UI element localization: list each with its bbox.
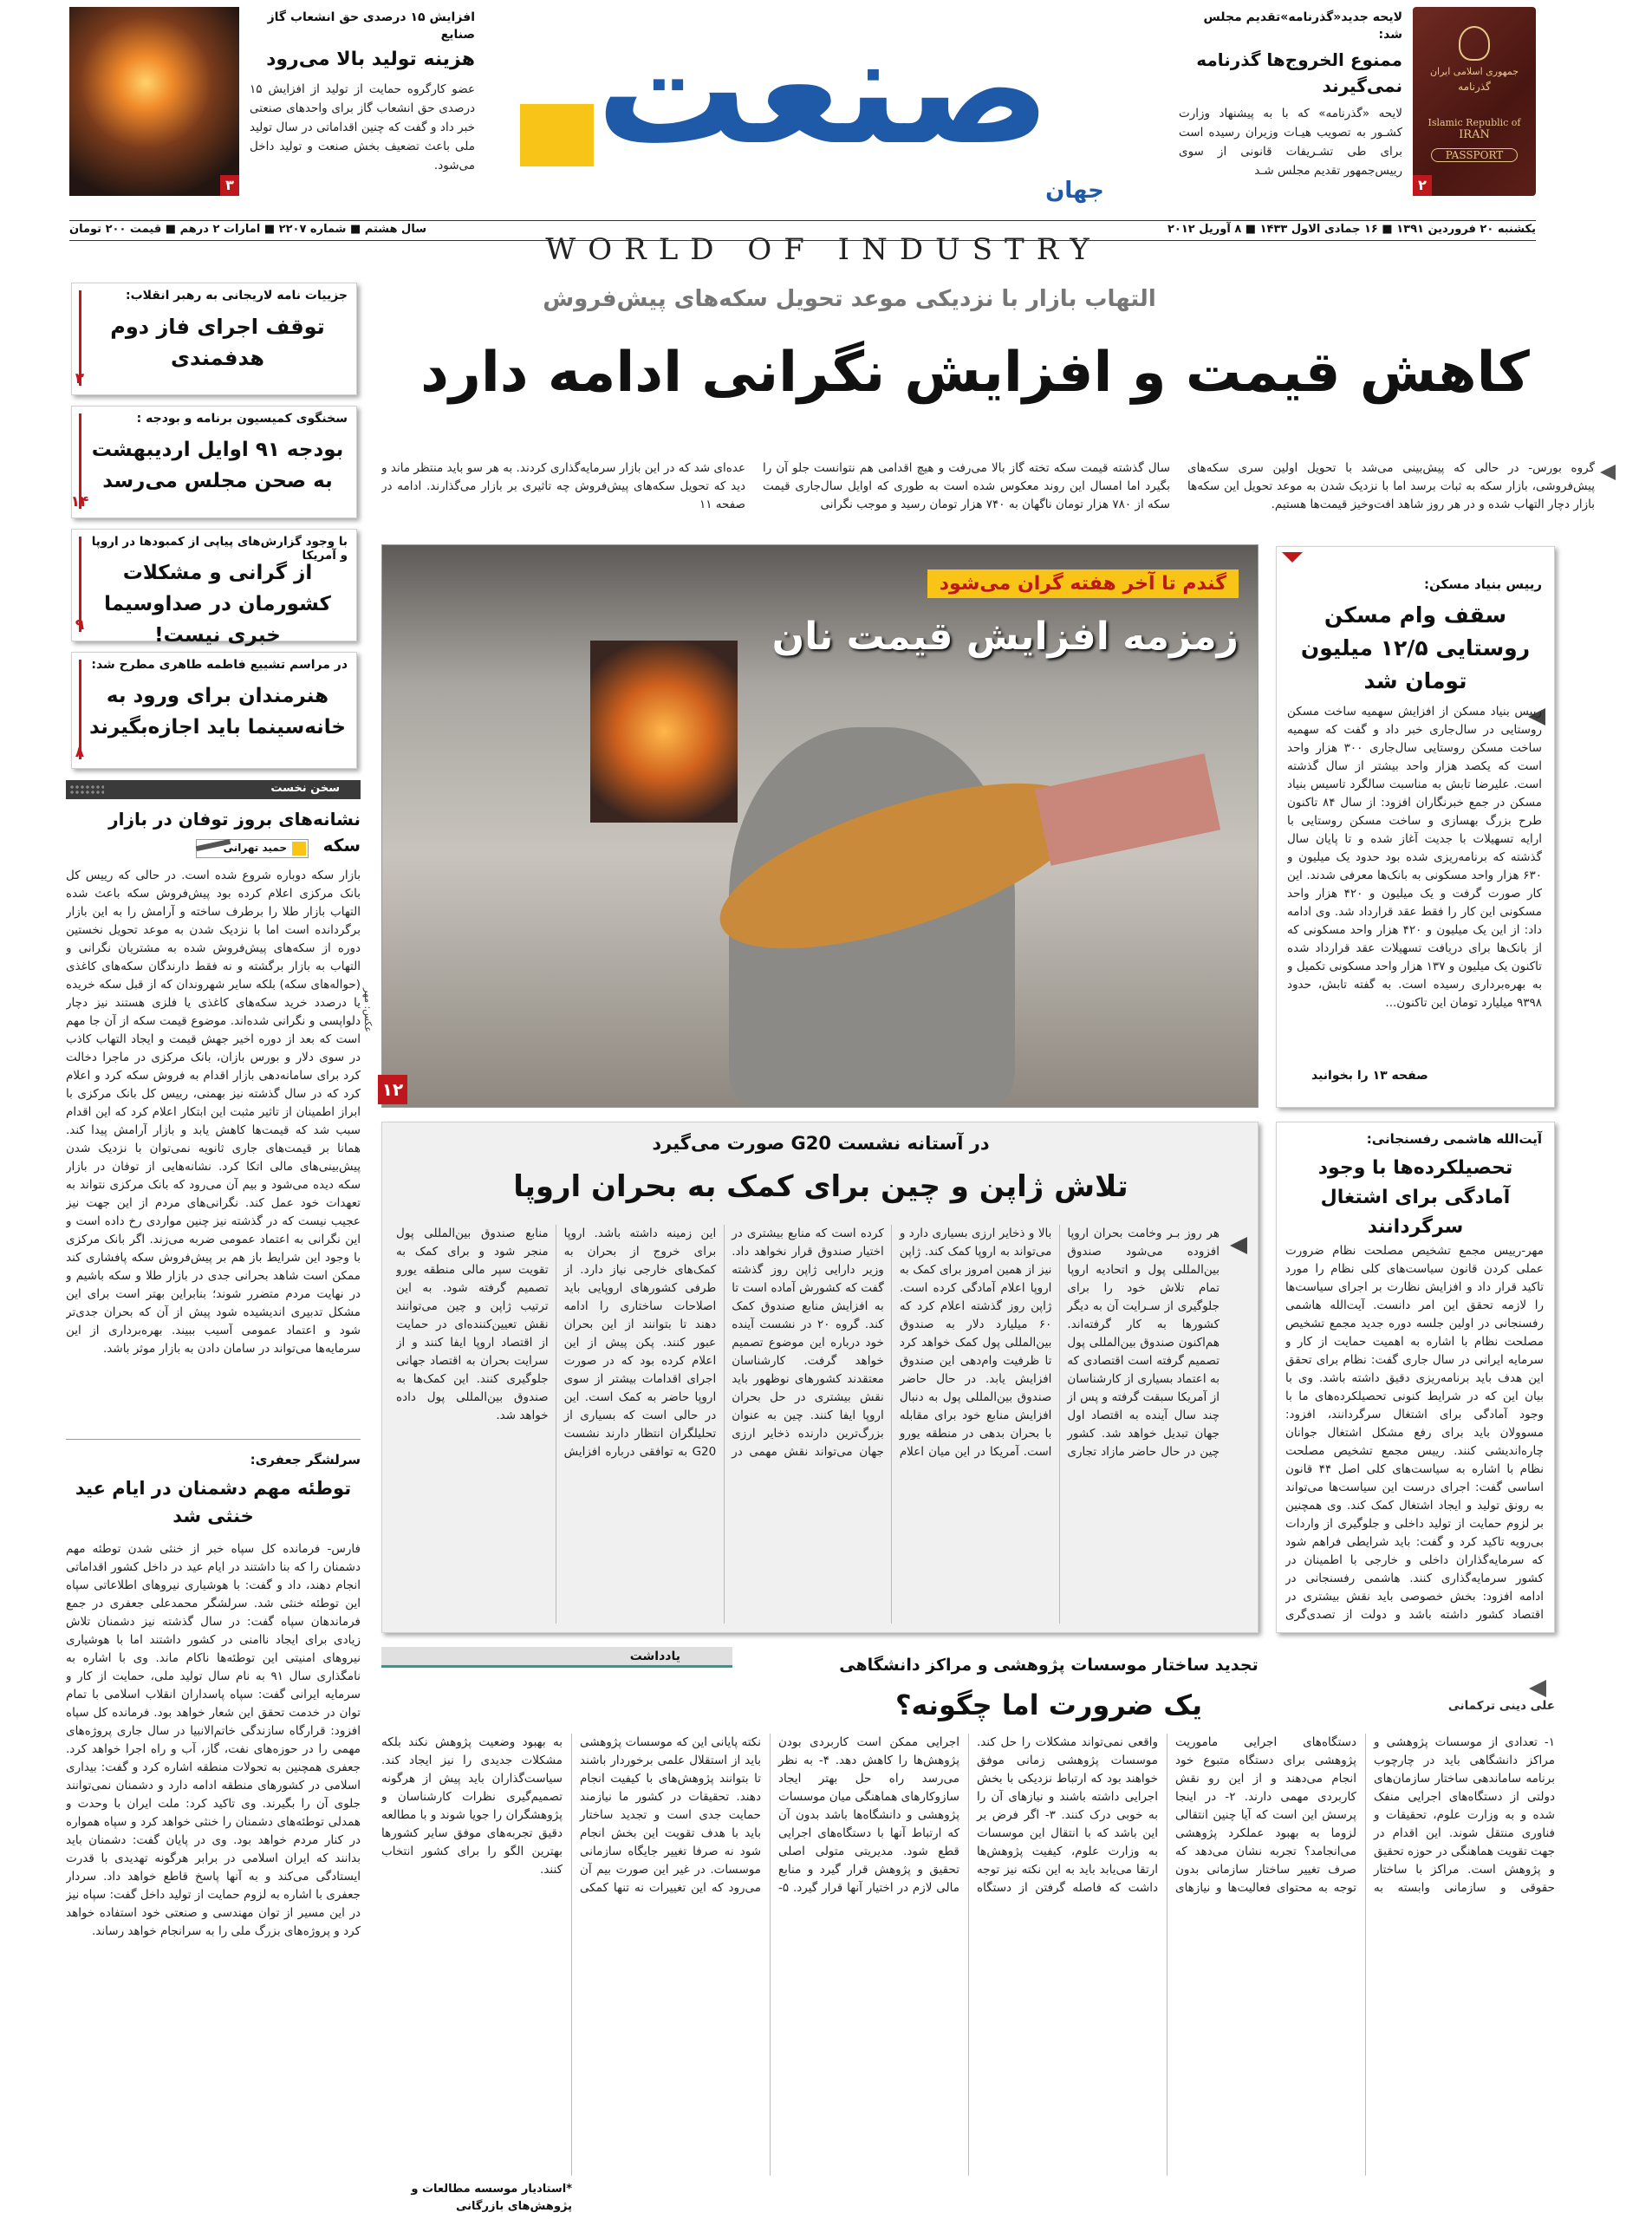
- irgc-article: سرلشگر جعفری: توطئه مهم دشمنان در ایام عید خنثی شد فارس- فرمانده کل سپاه خبر از خنثی شدن توطئه مهم دشمنان را که بنا داشتند در ایام عید در داخل کشور اقداماتی انجام دهند، داد و گفت: با هوشیاری نیروهای اطلاعاتی سپاه این توطئه خنثی شد. سرلشگر محمدعلی جعفری در جمع فرماندهان سپاه گفت: در سال گذشته نیز دشمنان تلاش زیادی برای ایجاد ناامنی در کشور داشتند اما با هوشیاری نیروهای امنیتی این توطئه‌ها ناکام ماند. وی با اشاره به نامگذاری سال ۹۱ به نام سال تولید ملی، حمایت از کار و سرمایه ایرانی گفت: سپاه پاسداران انقلاب اسلامی با تمام توان در خدمت تحقق این شعار خواهد بود. فرمانده کل سپاه افزود: قرارگاه سازندگی خاتم‌الانبیا در سال جاری پروژه‌های مهمی را در حوزه‌های نفت، گاز، آب و راه اجرا خواهد کرد. جعفری همچنین به تحولات منطقه اشاره کرد و گفت: بیداری اسلامی در کشورهای منطقه ادامه دارد و دشمنان نمی‌توانند جلوی آن را بگیرند. وی تاکید کرد: ملت ایران با وحدت و همدلی توطئه‌های دشمنان را خنثی خواهد کرد و سپاه همواره در کنار مردم خواهد بود. وی در پایان گفت: دشمنان باید بدانند که ایران اسلامی در برابر هرگونه تهدیدی با قدرت ایستادگی می‌کند و به آنها پاسخ قاطع خواهد داد. سردار جعفری با اشاره به لزوم حمایت از تولید داخل گفت: سپاه نیز در این مسیر از توان مهندسی و صنعتی خود استفاده خواهد کرد و پروژه‌های بزرگ ملی را به سرانجام خواهد رساند.: [66, 1439, 361, 2210]
- logo: [485, 3, 1161, 212]
- teaser-left-title: هزینه تولید بالا می‌رود: [266, 49, 475, 70]
- arrow-icon: [1600, 465, 1616, 480]
- editorial: [66, 780, 361, 1422]
- teaser-right[interactable]: [1179, 9, 1402, 196]
- main-kicker: التهاب بازار با نزدیکی موعد تحویل سکه‌های پیش‌فروش: [543, 286, 1156, 312]
- housing-title: سقف وام مسکن روستایی ۱۲/۵ میلیون تومان شد: [1300, 602, 1531, 693]
- photo-credit: عکس: مهر: [362, 988, 374, 1032]
- g20-article: در آستانه نشست G20 صورت می‌گیرد تلاش ژاپن و چین برای کمک به بحران اروپا هر روز بـر وخامت بحران اروپا افزوده می‌شود صندوق بین‌المللی پول و اتحادیه اروپا تمام تلاش خود را برای جلوگیری از سـرایت آن به دیگر کشورها به کار گرفته‌اند. هم‌اکنون صندوق بین‌المللی پول تصمیم گرفته است اقتصادی که به اعتماد بسیاری از کارشناسان از آمریکا سبقت گرفته و پس از چند سال آینده به اقتصاد اول جهان تبدیل خواهد شد. کشور چین در حال حاضر مازاد تجاری بالا و ذخایر ارزی بسیاری دارد و می‌تواند به اروپا کمک کند. ژاپن نیز از همین امروز برای کمک به اروپا اعلام آمادگی کرده است. ژاپن روز گذشته اعلام کرد که ۶۰ میلیارد دلار به صندوق بین‌المللی پول کمک خواهد کرد تا ظرفیت وام‌دهی این صندوق افزایش یابد. در حال حاضر صندوق بین‌المللی پول به دنبال افزایش منابع خود برای مقابله با بحران بدهی در منطقه یورو است. آمریکا در این میان اعلام کرده است که منابع بیشتری در اختیار صندوق قرار نخواهد داد. وزیر دارایی ژاپن روز گذشته گفت که کشورش آماده است تا به افزایش منابع صندوق کمک کند. گروه ۲۰ در نشست آینده خود درباره این موضوع تصمیم خواهد گرفت. کارشناسان معتقدند کشورهای نوظهور باید نقش بیشتری در حل بحران اروپا ایفا کنند. چین به عنوان بزرگ‌ترین دارنده ذخایر ارزی جهان می‌تواند نقش مهمی در این زمینه داشته باشد. اروپا برای خروج از بحران به کمک‌های خارجی نیاز دارد. از طرفی کشورهای اروپایی باید اصلاحات ساختاری را ادامه دهند تا بتوانند از این بحران عبور کنند. پکن پیش از این اعلام کرده بود که در صورت اجرای اقدامات بیشتر از سوی اروپا حاضر به کمک است. این در حالی است که بسیاری از تحلیلگران انتظار دارند نشست G20 به توافقی درباره افزایش منابع صندوق بین‌المللی پول منجر شود و برای کمک به تقویت سپر مالی منطقه یورو تصمیم گرفته شود. به این ترتیب ژاپن و چین می‌توانند نقش تعیین‌کننده‌ای در حمایت از اقتصاد اروپا ایفا کنند و از سرایت بحران به اقتصاد جهانی جلوگیری کنند. این کمک‌ها به صندوق بین‌المللی پول داده خواهد شد.: [381, 1122, 1259, 1633]
- date-strip: [69, 220, 1536, 241]
- arrow-icon: [1230, 1237, 1247, 1254]
- notes-title: یک ضرورت اما چگونه؟: [894, 1689, 1202, 1721]
- sidebar-item[interactable]: با وجود گزارش‌های پیاپی از کمبودها در اروپا و آمریکا از گرانی و مشکلات کشورمان در صداوسیما خبری نیست! ۹: [71, 529, 357, 641]
- teaser-right-page: ۲: [1413, 175, 1432, 196]
- emblem-icon: [1459, 26, 1490, 61]
- photo-title: زمزمه افزایش قیمت نان: [771, 615, 1239, 659]
- editorial-label-bar: [66, 780, 361, 799]
- bread-photo[interactable]: [381, 544, 1259, 1108]
- main-lead-3: عده‌ای شد که در این بازار سرمایه‌گذاری کردند. به هر سو باید منتظر ماند و دید که تحویل سکه‌های پیش‌فروش چه تاثیری بر بازار می‌گذارند. ادامه در صفحه ۱۱: [381, 461, 745, 511]
- irgc-title: توطئه مهم دشمنان در ایام عید خنثی شد: [75, 1478, 352, 1526]
- editorial-title: نشانه‌های بروز توفان در بازار سکه: [108, 809, 361, 856]
- teaser-left[interactable]: [250, 9, 475, 196]
- main-lead-1: گروه بورس- در حالی که پیش‌بینی می‌شد با تحویل اولین سری سکه‌های پیش‌فروشی، بازار سکه به ثبات برسد اما با نزدیک شدن به موعد تحویل این سکه‌ها بازار دچار التهاب شده و در هر روز شاهد افت‌وخیز قیمت‌ها هستیم.: [1187, 461, 1595, 511]
- date-line: یکشنبه ۲۰ فروردین ۱۳۹۱ ■ ۱۶ جمادی الاول ۱۴۳۳ ■ ۸ آوریل ۲۰۱۲: [1167, 223, 1536, 236]
- dots-icon: [69, 784, 104, 795]
- logo-main: صنعت: [595, 3, 1051, 179]
- arrow-icon: [1529, 1680, 1546, 1697]
- industry-photo: [69, 7, 239, 196]
- notes-label-bar: یادداشت: [381, 1647, 732, 1668]
- editorial-label: سخن نخست: [270, 782, 340, 795]
- sidebar-item[interactable]: سخنگوی کمیسیون برنامه و بودجه : بودجه ۹۱ اوایل اردیبهشت به صحن مجلس می‌رسد ۱۴: [71, 406, 357, 518]
- teaser-left-page: ۳: [220, 175, 239, 196]
- photo-page: ۱۲: [378, 1075, 407, 1104]
- logo-sub: جهان: [1045, 178, 1104, 204]
- masthead: [0, 0, 1652, 269]
- logo-english: WORLD OF INDUSTRY: [545, 232, 1102, 267]
- banknote: [1035, 753, 1220, 866]
- editorial-author: حمید تهرانی: [223, 842, 287, 854]
- teaser-left-body: عضو کارگروه حمایت از تولید از افزایش ۱۵ درصدی حق انشعاب گاز برای واحدهای صنعتی خبر داد و گفت که چنین اقداماتی در سال تولید ملی باعث تضعیف بخش صنعت و تولید داخل می‌شود.: [250, 82, 475, 172]
- issue-line: سال هشتم ■ شماره ۲۲۰۷ ■ امارات ۲ درهم ■ قیمت ۲۰۰ تومان: [69, 223, 427, 236]
- g20-title: تلاش ژاپن و چین برای کمک به بحران اروپا: [513, 1169, 1128, 1204]
- main-lead-2: سال گذشته قیمت سکه تخته گاز بالا می‌رفت و هیچ اقدامی هم نتوانست جلو آن را بگیرد اما امسال این روند معکوس شده است به طوری که اوایل سال‌جاری قیمت سکه از ۷۸۰ هزار تومان ناگهان به ۷۴۰ هزار تومان رسید و موجب نگرانی: [763, 461, 1170, 511]
- passport-image: جمهوری اسلامی ایران گذرنامه Islamic Republic of IRAN PASSPORT: [1413, 7, 1536, 196]
- sidebar-item[interactable]: جزییات نامه لاریجانی به رهبر انقلاب: توقف اجرای فاز دوم هدفمندی ۲: [71, 283, 357, 395]
- hashemi-title: تحصیلکرده‌ها با وجود آمادگی برای اشتغال سرگردانند: [1317, 1157, 1513, 1238]
- author-icon: [292, 842, 306, 856]
- main-headline: کاهش قیمت و افزایش نگرانی ادامه دارد: [420, 341, 1530, 405]
- teaser-left-kicker: افزایش ۱۵ درصدی حق انشعاب گاز صنایع: [267, 10, 475, 42]
- teaser-right-kicker: لایحه جدید«گذرنامه»تقدیم مجلس شد:: [1203, 10, 1402, 42]
- editorial-body: بازار سکه دوباره شروع شده است. در حالی که رییس کل بانک مرکزی اعلام کرده بود پیش‌فروش سکه باعث شده التهاب بازار طلا را برطرف ساخته و آرامش را به این بازار برگردانده است اما با نزدیک شدن به موعد تحویل نخستین دوره از سکه‌های پیش‌فروش شده به مشتریان نگرانی و التهاب به بازار برگشته و نه فقط دارندگان سکه‌های کاغذی (حواله‌های سکه) بلکه سایر شهروندان که از قبل سکه خریده یا درصدد خرید سکه‌های کاغذی یا فلزی هستند نیز دچار دلواپسی و نگرانی شده‌اند. موضوع قیمت سکه از آن جا مهم است که بعد از دوره اخیر جهش قیمت و ایجاد التهاب کاذب در سوی دلار و بورس ‌بازان، بانک مرکزی در ماجرا دخالت کرد برای سامانه‌دهی بازار اقدام به فروش سکه کرد و اعلام کرد که در سال گذشته نیز بهمنی، رییس کل بانک مرکزی با ابراز اطمینان از تاثیر مثبت این ابتکار اعلام کرد که این اقدام سبب شد که قیمت‌ها کاهش یابد و بازار آرامش پیدا کند. همانا بر قیمت‌های جاری ثانویه نمی‌توان با نزدیک شدن پیش‌بینی‌های مالی اتکا کرد. نشانه‌هایی از توفان در بازار سکه دیده می‌شود و بیم آن می‌رود که بانک مرکزی نتواند به تعهدات خود عمل کند. نگرانی‌های مردم از این جهت نیز عجیب نیست که در گذشته نیز چنین مواردی رخ داده است و این نگرانی به اعتماد عمومی ضربه می‌زند. اگر بانک مرکزی با وجود این شرایط باز هم بر پیش‌فروش سکه پافشاری کند ممکن است شاهد بحرانی جدی در بازار طلا و سکه باشیم و در نهایت مردم متضرر شوند؛ بنابراین بهتر است برای این مشکل تدبیری اندیشیده شود پیش از آن که بحران جدی‌تر شود و اعتماد عمومی آسیب ببیند. بهره‌برداری از این سرمایه‌ها می‌تواند در سامان دادن به بازار موثر باشد.: [66, 869, 361, 1356]
- sidebar-item[interactable]: در مراسم تشییع فاطمه طاهری مطرح شد: هنرمندان برای ورود به خانه‌سینما باید اجازه‌بگیرند ۸: [71, 652, 357, 769]
- teaser-right-title: ممنوع الخروج‌ها گذرنامه نمی‌گیرند: [1196, 49, 1402, 96]
- arrow-down-icon: [1282, 552, 1303, 563]
- photo-kicker: گندم تا آخر هفته گران می‌شود: [927, 569, 1239, 598]
- housing-article: رییس بنیاد مسکن: سقف وام مسکن روستایی ۱۲/۵ میلیون تومان شد رییس بنیاد مسکن از افزایش سهمیه ساخت مسکن روستایی در سال‌جاری خبر داد و گفت که سهمیه ساخت مسکن روستایی سال‌جاری ۳۰۰ هزار واحد است که یکصد هزار واحد بیشتر از سال گذشته است. علیرضا تابش به مناسبت سالگرد تاسیس بنیاد مسکن در جمع خبرنگاران افزود: از سال ۸۴ تاکنون طرح بزرگ بهسازی و ساخت مسکن روستایی با ارایه تسهیلات با جدیت آغاز شده و تا پایان سال گذشته که برنامه‌ریزی شده بود حدود یک میلیون و ۶۳۰ هزار واحد مسکونی به بانک‌ها معرفی شدند. این کار صورت گرفت و یک میلیون و ۴۲۰ هزار واحد مسکونی این کار را فقط عقد قرارداد شد. وی ادامه داد: از این یک میلیون و ۴۲۰ هزار واحد مسکونی که از بانک‌ها برای دریافت تسهیلات عقد قرارداد شده تاکنون یک میلیون و ۱۳۷ هزار واحد مسکونی تکمیل و به بهره‌برداری رسیده است. به گفته تابش، حدود ۹۳۹۸ میلیارد تومان این تاکنون... صفحه ۱۳ را بخوانید: [1276, 546, 1555, 1108]
- teaser-right-body: لایحه «گذرنامه» که با به پیشنهاد وزارت کشـور به تصویب هیـات وزیران رسیده است برای طی تشـریفات قانونی از سوی رییس‌جمهور تقدیم مجلس شـد: [1179, 107, 1402, 178]
- hashemi-article: آیت‌الله هاشمی رفسنجانی: تحصیلکرده‌ها با وجود آمادگی برای اشتغال سرگردانند مهر-رییس مجمع تشخیص مصلحت نظام ضرورت عملی کردن قانون سیاست‌های کلی نظام را مورد تاکید قرار داد و افزایش نظارت بر اجرای سیاست‌ها را لازمه تحقق این امر دانست. آیت‌الله هاشمی رفسنجانی در اولین جلسه دوره جدید مجمع تشخیص مصلحت نظام با اشاره به اهمیت حمایت از کار و سرمایه ایرانی در سال جاری گفت: نظام برای تحقق این هدف باید برنامه‌ریزی دقیق داشته باشد. وی با بیان این که در شرایط کنونی تحصیلکرده‌های ما با وجود آمادگی برای اشتغال سرگردانند، افزود: مسوولان باید برای رفع مشکل اشتغال جوانان چاره‌اندیشی کنند. رییس مجمع تشخیص مصلحت نظام با اشاره به سیاست‌های کلی اصل ۴۴ قانون اساسی گفت: اجرای درست این سیاست‌ها می‌تواند به رونق تولید و ایجاد اشتغال کمک کند. وی همچنین بر لزوم حمایت از تولید داخلی و جلوگیری از واردات بی‌رویه تاکید کرد و گفت: باید شرایطی فراهم شود که سرمایه‌گذاران داخلی و خارجی با اطمینان در کشور سرمایه‌گذاری کنند. هاشمی رفسنجانی در ادامه افزود: بخش خصوصی باید نقش بیشتری در اقتصاد کشور داشته باشد و دولت از تصدی‌گری: [1276, 1122, 1555, 1633]
- notes-section: یادداشت تجدید ساختار موسسات پژوهشی و مراکز دانشگاهی یک ضرورت اما چگونه؟ علی دینی ترکمانی ۱- تعدادی از موسسات پژوهشی و مراکز دانشگاهی باید در چارچوب برنامه ساماندهی ساختار سازمان‌های دولتی از دستگاه‌های اجرایی منفک شده و به وزارت علوم، تحقیقات و فناوری منتقل شوند. این اقدام در جهت تقویت هماهنگی در حوزه تحقیق و پژوهش است. مراکز با ساختار حقوقی و سازمانی وابسته به دستگاه‌های اجرایی ماموریت پژوهشی برای دستگاه متبوع خود انجام می‌دهند و از این رو نقش کاربردی مهمی دارند. ۲- در اینجا پرسش این است که آیا چنین انتقالی لزوما به بهبود عملکرد پژوهشی می‌انجامد؟ تجربه نشان می‌دهد که صرف تغییر ساختار سازمانی بدون توجه به محتوای فعالیت‌ها و نیازهای واقعی نمی‌تواند مشکلات را حل کند. موسسات پژوهشی زمانی موفق خواهند بود که ارتباط نزدیکی با بخش اجرایی داشته باشند و نیازهای آن را به خوبی درک کنند. ۳- اگر فرض بر این باشد که با انتقال این موسسات به وزارت علوم، کیفیت پژوهش‌ها ارتقا می‌یابد باید به این نکته نیز توجه داشت که فاصله گرفتن از دستگاه اجرایی ممکن است کاربردی بودن پژوهش‌ها را کاهش دهد. ۴- به نظر می‌رسد راه حل بهتر ایجاد سازوکارهای هماهنگی میان موسسات پژوهشی و دانشگاه‌ها باشد بدون آن که ارتباط آنها با دستگاه‌های اجرایی قطع شود. مدیریتی متولی اصلی تحقیق و پژوهش قرار گیرد و منابع مالی لازم در اختیار آنها قرار گیرد. ۵- نکته پایانی این که موسسات پژوهشی باید از استقلال علمی برخوردار باشند تا بتوانند پژوهش‌های با کیفیت انجام دهند. تحقیقات در کشور ما نیازمند حمایت جدی است و تجدید ساختار باید با هدف تقویت این بخش انجام شود نه صرفا تغییر جایگاه سازمانی موسسات. در غیر این صورت بیم آن می‌رود که این تغییرات نه تنها کمکی به بهبود وضعیت پژوهش نکند بلکه مشکلات جدیدی را نیز ایجاد کند. سیاست‌گذاران باید پیش از هرگونه تصمیم‌گیری نظرات کارشناسان و پژوهشگران را جویا شوند و با مطالعه دقیق تجربه‌های موفق سایر کشورها بهترین الگو را برای کشور انتخاب کنند. *استادیار موسسه مطالعات و پژوهش‌های بازرگانی: [381, 1647, 1555, 2210]
- oven-door: [590, 641, 738, 823]
